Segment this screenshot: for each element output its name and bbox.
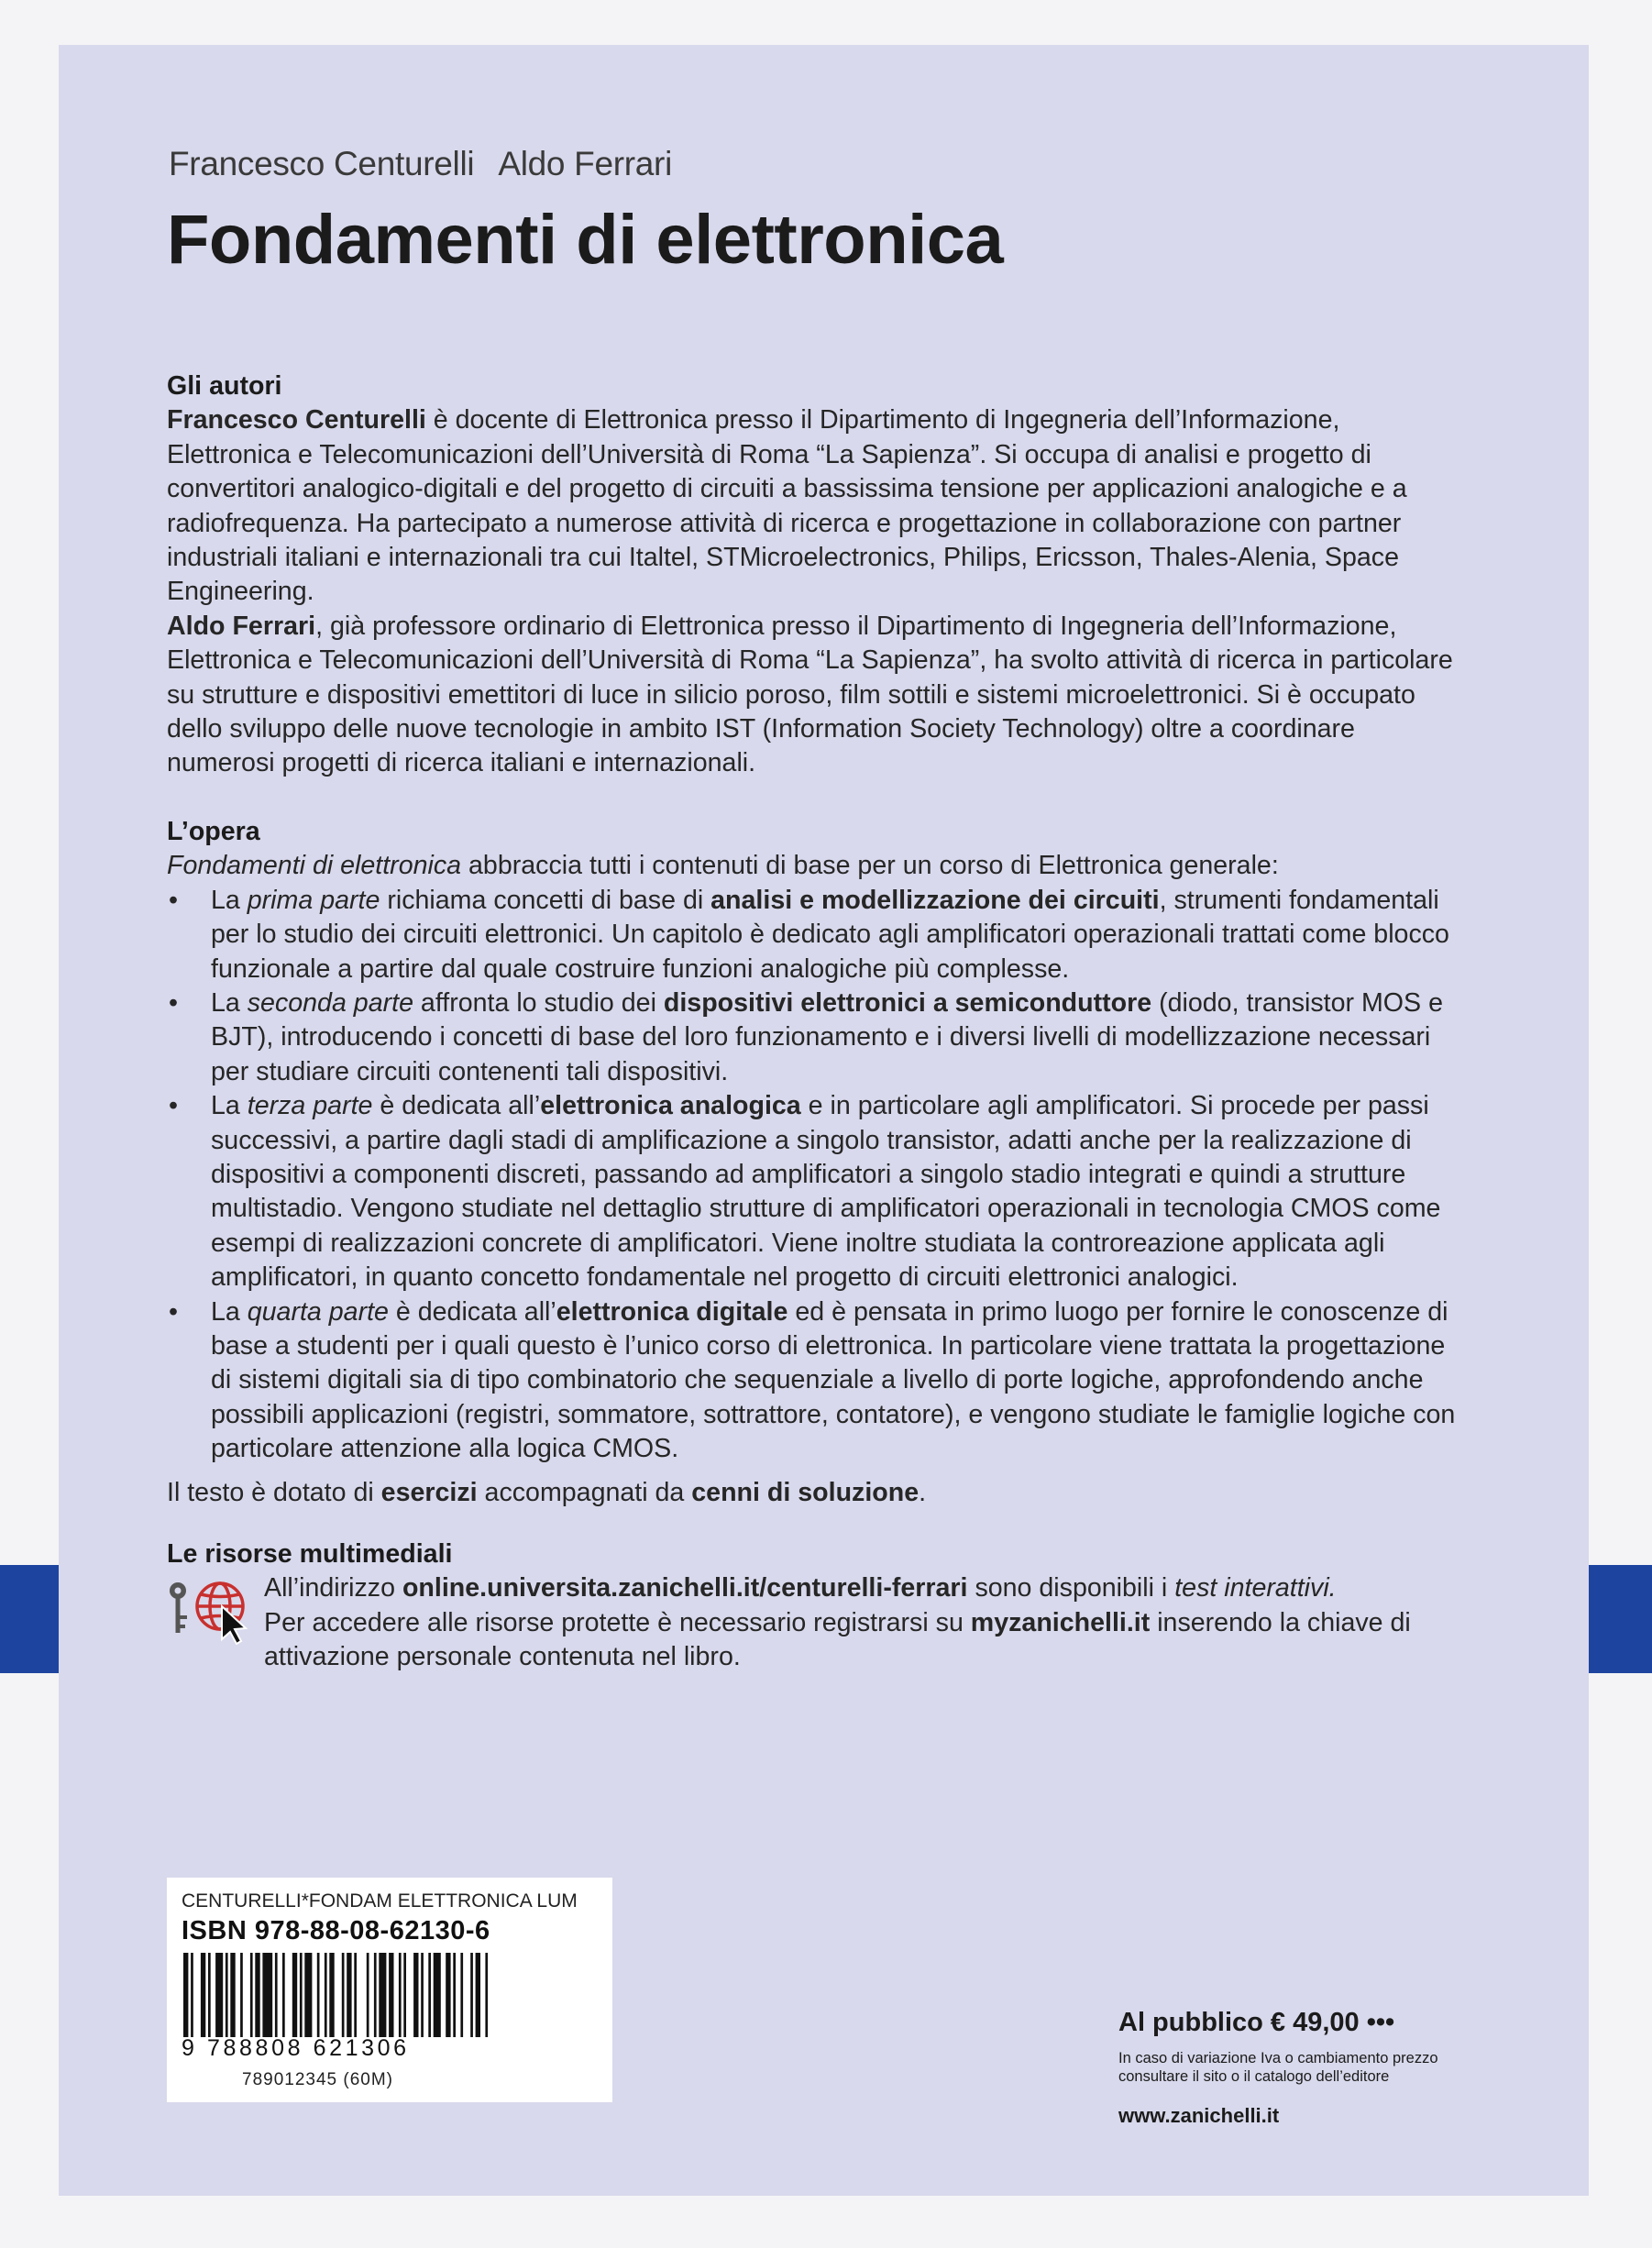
key-icon <box>170 1582 187 1633</box>
price-label: Al pubblico € 49,00 ••• <box>1118 2008 1395 2037</box>
author-bio-2-name: Aldo Ferrari <box>167 611 316 641</box>
barcode-bar <box>460 1953 463 2037</box>
barcode-bar <box>230 1953 235 2037</box>
author-2: Aldo Ferrari <box>498 145 672 182</box>
barcode-label <box>167 1878 612 2102</box>
barcode-bar <box>389 1953 393 2037</box>
author-bio-2 <box>167 610 1469 781</box>
barcode-bar <box>208 1953 211 2037</box>
opera-intro <box>167 849 1469 883</box>
barcode-digits: 9 788808 621306 <box>182 2035 410 2061</box>
parts-list <box>167 884 1469 1467</box>
barcode-bar <box>476 1953 480 2037</box>
author-bio-2-text: , già professore ordinario di Elettronica presso il Dipartimento di Ingegneria dell’Informazione, Elettronica e Telecomunicazioni dell’Università di Roma “La Sapienza”, ha svolto attività di ricerca in particolare su strutture e dispositivi emettitori di luce in silicio poroso, film sottili e sistemi microelettronici. Si è occupato dello sviluppo delle nuove tecnologie in ambito IST (Information Society Technology) oltre a coordinare numerosi progetti di ricerca italiani e internazionali. <box>167 611 1453 778</box>
barcode-bar <box>300 1953 303 2037</box>
barcode-bar <box>434 1953 441 2037</box>
exercises-note: Il testo è dotato di esercizi accompagnati da cenni di soluzione. <box>167 1477 927 1507</box>
barcode-bar <box>374 1953 377 2037</box>
barcode-bar <box>275 1953 278 2037</box>
blue-band-right <box>1589 1565 1652 1673</box>
blue-band-left <box>0 1565 59 1673</box>
author-1: Francesco Centurelli <box>169 145 475 182</box>
barcode-bar <box>403 1953 406 2037</box>
blurb <box>167 369 1469 1675</box>
barcode-bar <box>201 1953 205 2037</box>
list-item: • La quarta parte è dedicata all’elettronica digitale ed è pensata in primo luogo per fornire le conoscenze di base a studenti per i quali questo è l’unico corso di elettronica. In particolare viene trattata la progettazione di sistemi digitali sia di tipo combinatorio che sequenziale a livello di porte logiche, approfondendo anche possibili applicazioni (registri, sommatore, sottrattore, contatore), e vengono studiate le famiglie logiche con particolare attenzione alla logica CMOS. <box>167 1295 1469 1467</box>
barcode-bar <box>304 1953 312 2037</box>
list-item: • La seconda parte affronta lo studio dei dispositivi elettronici a semiconduttore (diodo, transistor MOS e BJT), introducendo i concetti di base del loro funzionamento e i diversi livelli di modellizzazione necessari per studiare circuiti contenenti tali dispositivi. <box>167 986 1469 1089</box>
author-bio-1-text: è docente di Elettronica presso il Dipartimento di Ingegneria dell’Informazione, Elettronica e Telecomunicazioni dell’Università di Roma “La Sapienza”. Si occupa di analisi e progetto di convertitori analogico-digitali e del progetto di circuiti a bassissima tensione per applicazioni analogiche e a radiofrequenza. Ha partecipato a numerose attività di ricerca e progettazione in collaborazione con partner industriali italiani e internazionali tra cui Italtel, STMicroelectronics, Philips, Ericsson, Thales-Alenia, Space Engineering. <box>167 405 1407 607</box>
book-title: Fondamenti di elettronica <box>167 201 1004 279</box>
barcode-bar <box>446 1953 450 2037</box>
resources-heading: Le risorse multimediali <box>167 1539 453 1569</box>
barcode-bar <box>282 1953 285 2037</box>
barcode-bar <box>250 1953 253 2037</box>
barcode-bar <box>453 1953 456 2037</box>
authors-heading: Gli autori <box>167 371 282 401</box>
barcode-bar <box>342 1953 345 2037</box>
barcode-bar <box>183 1953 188 2037</box>
list-item: • La prima parte richiama concetti di base di analisi e modellizzazione dei circuiti, strumenti fondamentali per lo studio dei circuiti elettronici. Un capitolo è dedicato agli amplificatori operazionali trattati come blocco funzionale a partire dal quale costruire funzioni analogiche più complesse. <box>167 884 1469 986</box>
resources-icons <box>167 1579 257 1645</box>
barcode-code: 789012345 (60M) <box>242 2070 393 2089</box>
barcode-bar <box>191 1953 193 2037</box>
barcode-bar <box>470 1953 473 2037</box>
barcode-bar <box>329 1953 334 2037</box>
author-bio-1-name: Francesco Centurelli <box>167 405 426 435</box>
barcode-bar <box>367 1953 369 2037</box>
author-bio-1 <box>167 403 1469 609</box>
price-block <box>1118 2008 1503 2128</box>
price-note: In caso di variazione Iva o cambiamento prezzo consultare il sito o il catalogo dell’editore <box>1118 2050 1438 2085</box>
barcode-bar <box>413 1953 418 2037</box>
barcode-bar <box>379 1953 386 2037</box>
myzanichelli-link[interactable]: myzanichelli.it <box>970 1607 1151 1637</box>
barcode-bar <box>325 1953 327 2037</box>
barcode-bar <box>347 1953 351 2037</box>
barcode-header: CENTURELLI*FONDAM ELETTRONICA LUM <box>182 1890 578 1912</box>
opera-intro-text: abbraccia tutti i contenuti di base per un corso di Elettronica generale: <box>461 851 1279 881</box>
opera-heading: L’opera <box>167 816 260 846</box>
barcode-bar <box>399 1953 402 2037</box>
barcode-bar <box>226 1953 228 2037</box>
barcode-bar <box>255 1953 259 2037</box>
barcode-bar <box>240 1953 243 2037</box>
barcode-bar <box>428 1953 431 2037</box>
list-item: • La terza parte è dedicata all’elettronica analogica e in particolare agli amplificatori. Si procede per passi successivi, a partire dagli stadi di amplificazione a singolo transistor, adatti anche per la realizzazione di dispositivi a componenti discreti, passando ad amplificatori a singolo stadio integrati e quindi a strutture multistadio. Vengono studiate nel dettaglio strutture di amplificatori operazionali in tecnologia CMOS come esempi di realizzazioni concrete di amplificatori. Viene inoltre studiata la controreazione applicata agli amplificatori, in quanto concetto fondamentale nel progetto di circuiti elettronici analogici. <box>167 1089 1469 1295</box>
author-names <box>169 145 672 183</box>
opera-intro-title: Fondamenti di elettronica <box>167 851 462 881</box>
barcode-bar <box>317 1953 320 2037</box>
resources-text: All’indirizzo online.universita.zanichelli.it/centurelli-ferrari sono disponibili i test interattivi. Per accedere alle risorse protette è necessario registrarsi su myzanichelli.it inserendo la chiave di attivazione personale contenuta nel libro. <box>167 1571 1469 1674</box>
publisher-website[interactable]: www.zanichelli.it <box>1118 2104 1280 2127</box>
barcode-bar <box>262 1953 272 2037</box>
resources-url[interactable]: online.universita.zanichelli.it/centurelli-ferrari <box>402 1573 968 1603</box>
isbn: ISBN 978-88-08-62130-6 <box>182 1916 490 1945</box>
barcode-bar <box>215 1953 223 2037</box>
barcode-bar <box>421 1953 424 2037</box>
barcode-bar <box>485 1953 488 2037</box>
barcode-bars <box>182 1953 585 2037</box>
barcode-bar <box>354 1953 357 2037</box>
barcode-bar <box>292 1953 297 2037</box>
